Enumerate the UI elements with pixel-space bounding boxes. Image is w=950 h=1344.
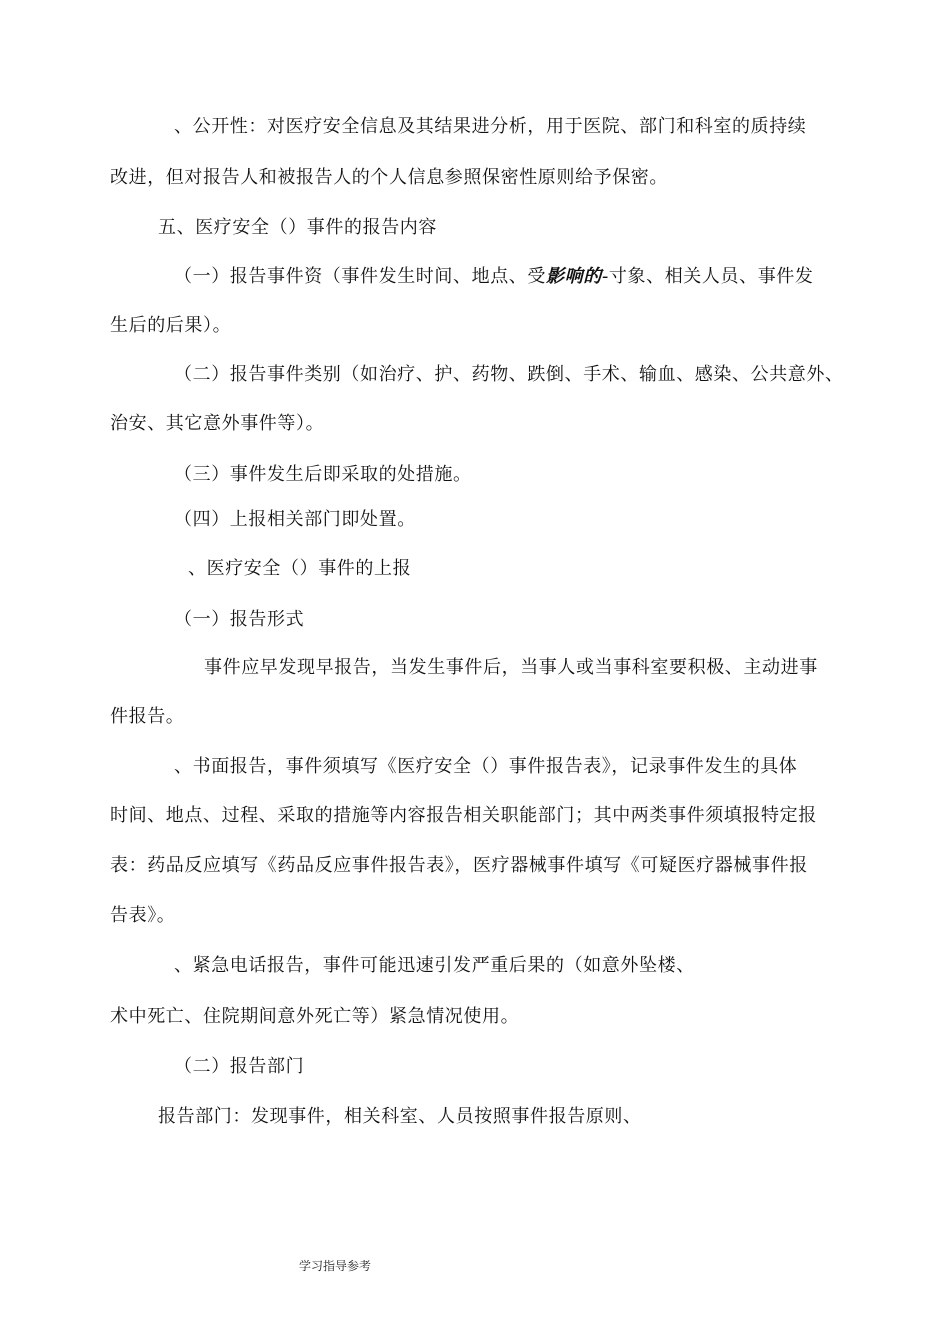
paragraph-line xyxy=(174,265,814,289)
paragraph-line: 事件应早发现早报告，当发生事件后，当事人或当事科室要积极、主动进事 xyxy=(204,657,818,678)
emphasis-text: 影响的 xyxy=(546,266,602,287)
paragraph-line: 、公开性：对医疗安全信息及其结果进分析，用于医院、部门和科室的质持续 xyxy=(174,116,807,137)
subsection-heading: （二）报告部门 xyxy=(174,1056,305,1077)
text-span: -寸象、相关人员、事件发 xyxy=(601,266,814,287)
page-footer: 学习指导参考 xyxy=(299,1259,372,1273)
section-heading: 五、医疗安全（）事件的报告内容 xyxy=(158,217,437,238)
text-span: （一）报告事件资（事件发生时间、地点、受 xyxy=(174,266,546,287)
paragraph-line: 治安、其它意外事件等）。 xyxy=(110,413,325,434)
paragraph-line: （二）报告事件类别（如治疗、护、药物、跌倒、手术、输血、感染、公共意外、 xyxy=(174,364,844,385)
paragraph-line: 件报告。 xyxy=(110,706,185,727)
section-heading: 、医疗安全（）事件的上报 xyxy=(188,558,412,579)
paragraph-line: 时间、地点、过程、采取的措施等内容报告相关职能部门；其中两类事件须填报特定报 xyxy=(110,805,817,826)
paragraph-line: 生后的后果）。 xyxy=(110,315,232,336)
paragraph-line: 改进，但对报告人和被报告人的个人信息参照保密性原则给予保密。 xyxy=(110,167,668,188)
subsection-heading: （一）报告形式 xyxy=(174,609,305,630)
paragraph-line: 报告部门：发现事件，相关科室、人员按照事件报告原则、 xyxy=(158,1106,642,1127)
paragraph-line: 表：药品反应填写《药品反应事件报告表》，医疗器械事件填写《可疑医疗器械事件报 xyxy=(110,855,808,876)
paragraph-line: 告表》。 xyxy=(110,905,176,926)
paragraph-line: （三）事件发生后即采取的处措施。 xyxy=(174,464,472,485)
paragraph-line: 术中死亡、住院期间意外死亡等）紧急情况使用。 xyxy=(110,1006,520,1027)
paragraph-line: 、紧急电话报告，事件可能迅速引发严重后果的（如意外坠楼、 xyxy=(174,955,695,976)
paragraph-line: （四）上报相关部门即处置。 xyxy=(174,509,416,530)
paragraph-line: 、书面报告，事件须填写《医疗安全（）事件报告表》，记录事件发生的具体 xyxy=(174,756,798,777)
